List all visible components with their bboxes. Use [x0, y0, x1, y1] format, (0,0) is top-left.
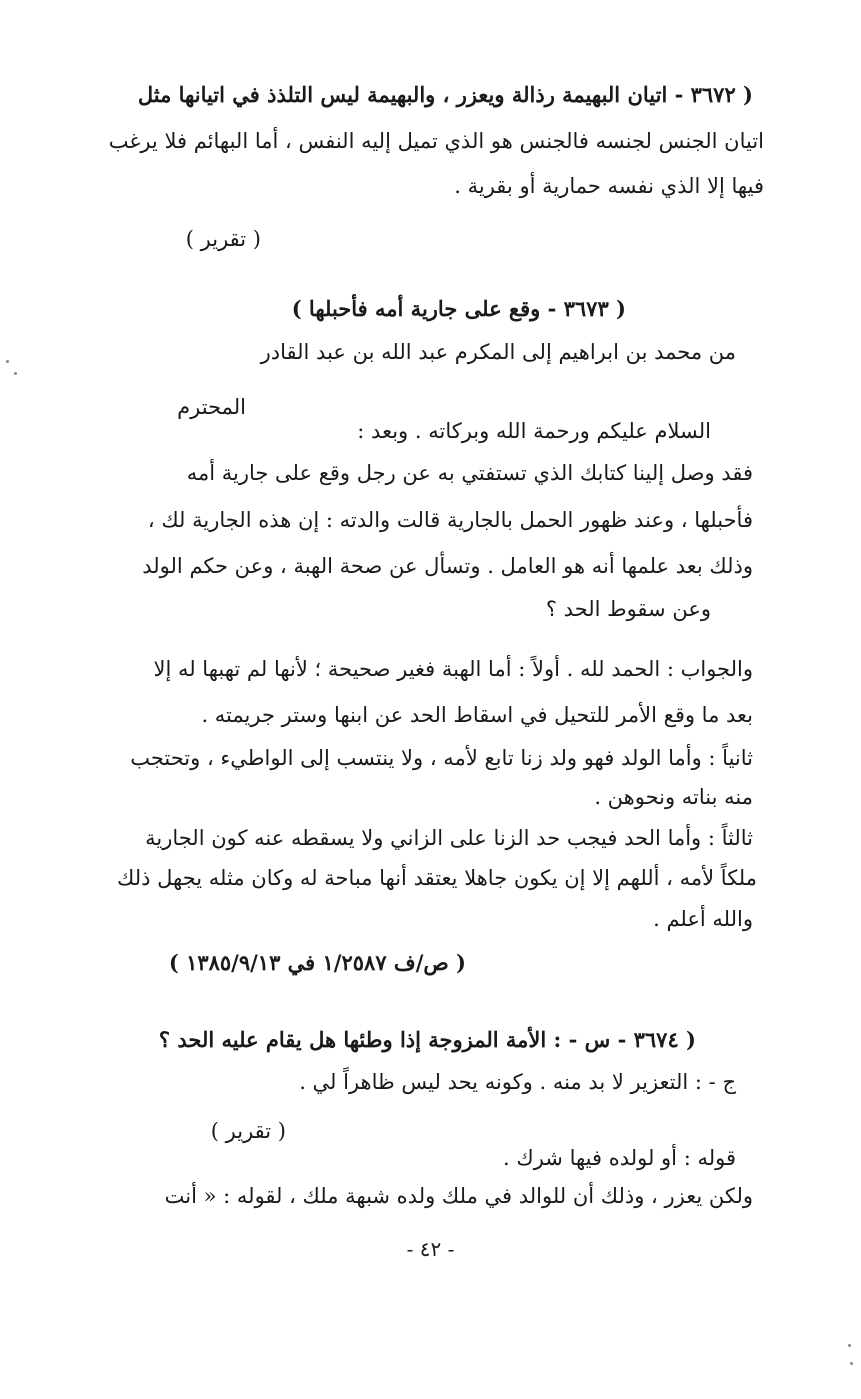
text-line: ( ص/ف ١/٢٥٨٧ في ١٣٨٥/٩/١٣ ) — [168, 950, 466, 975]
text-line: اتيان الجنس لجنسه فالجنس هو الذي تميل إليه النفس ، أما البهائم فلا يرغب — [108, 129, 764, 153]
scan-speck — [848, 1344, 851, 1347]
text-line: من محمد بن ابراهيم إلى المكرم عبد الله بن عبد القادر — [260, 340, 736, 364]
text-line: ثانياً : وأما الولد فهو ولد زنا تابع لأمه ، ولا ينتسب إلى الواطيء ، وتحتجب — [130, 746, 753, 770]
text-line: ( ٣٦٧٣ - وقع على جارية أمه فأحبلها ) — [291, 296, 626, 321]
text-line: وعن سقوط الحد ؟ — [545, 597, 711, 621]
text-line: فيها إلا الذي نفسه حمارية أو بقرية . — [454, 174, 764, 198]
text-line: والله أعلم . — [653, 907, 753, 931]
text-line: ( تقرير ) — [185, 227, 261, 251]
text-line: السلام عليكم ورحمة الله وبركاته . وبعد : — [357, 419, 711, 443]
text-line: والجواب : الحمد لله . أولاً : أما الهبة فغير صحيحة ؛ لأنها لم تهبها له إلا — [153, 657, 753, 681]
text-line: ثالثاً : وأما الحد فيجب حد الزنا على الزاني ولا يسقطه عنه كون الجارية — [145, 826, 753, 850]
text-line: المحترم — [177, 395, 246, 419]
page-number: - ٤٢ - — [406, 1237, 455, 1261]
text-line: ج - : التعزير لا بد منه . وكونه يحد ليس ظاهراً لي . — [299, 1070, 736, 1094]
scan-speck — [14, 372, 17, 375]
text-line: ولكن يعزر ، وذلك أن للوالد في ملك ولده شبهة ملك ، لقوله : « أنت — [164, 1184, 753, 1208]
text-line: منه بناته ونحوهن . — [594, 785, 753, 809]
text-line: ( ٣٦٧٢ - اتيان البهيمة رذالة ويعزر ، والبهيمة ليس التلذذ في اتيانها مثل — [137, 82, 753, 107]
scan-speck — [6, 360, 9, 363]
text-line: ( تقرير ) — [210, 1119, 286, 1143]
scan-speck — [850, 1362, 853, 1365]
text-line: بعد ما وقع الأمر للتحيل في اسقاط الحد عن ابنها وستر جريمته . — [201, 703, 753, 727]
text-line: فقد وصل إلينا كتابك الذي تستفتي به عن رجل وقع على جارية أمه — [186, 461, 753, 485]
text-line: فأحبلها ، وعند ظهور الحمل بالجارية قالت والدته : إن هذه الجارية لك ، — [147, 508, 753, 532]
text-line: ( ٣٦٧٤ - س - : الأمة المزوجة إذا وطئها هل يقام عليه الحد ؟ — [158, 1027, 696, 1052]
text-line: قوله : أو لولده فيها شرك . — [503, 1146, 736, 1170]
text-line: وذلك بعد علمها أنه هو العامل . وتسأل عن صحة الهبة ، وعن حكم الولد — [142, 554, 753, 578]
text-line: ملكاً لأمه ، أللهم إلا إن يكون جاهلا يعتقد أنها مباحة له وكان مثله يجهل ذلك — [117, 866, 757, 890]
